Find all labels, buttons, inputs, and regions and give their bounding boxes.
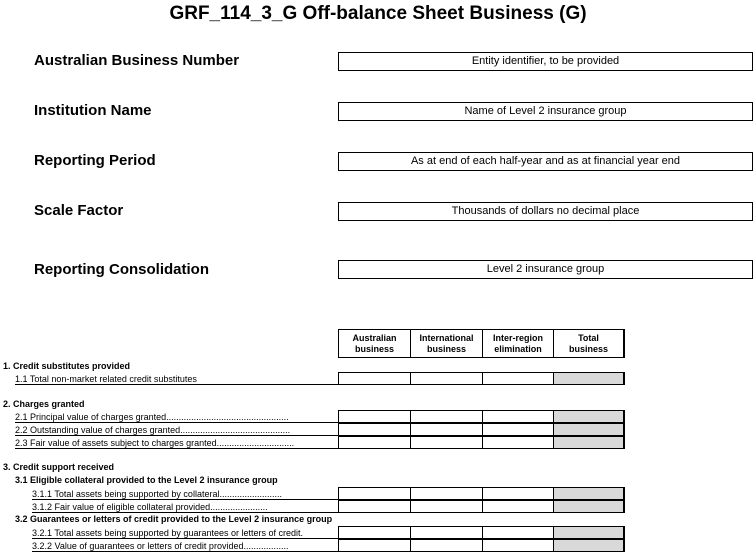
reporting-consolidation-label: Reporting Consolidation bbox=[34, 261, 209, 278]
row-1-1-label: 1.1 Total non-market related credit substitutes bbox=[15, 373, 338, 385]
cell-1-1-inter-region[interactable] bbox=[482, 372, 553, 385]
row-3-2-1-label: 3.2.1 Total assets being supported by guarantees or letters of credit. bbox=[32, 527, 338, 539]
cell-2-2-australian[interactable] bbox=[338, 423, 410, 436]
cell-3-1-2-australian[interactable] bbox=[338, 500, 410, 513]
col-header-inter-region-line2: elimination bbox=[494, 343, 542, 354]
abn-label: Australian Business Number bbox=[34, 52, 240, 69]
col-header-australian bbox=[338, 329, 410, 358]
col-header-inter-region-line1: Inter-region bbox=[492, 332, 543, 343]
row-2-2-label: 2.2 Outstanding value of charges granted............................................ bbox=[15, 424, 338, 436]
cell-2-1-inter-region[interactable] bbox=[482, 410, 553, 423]
scale-factor-field[interactable]: Thousands of dollars no decimal place bbox=[338, 202, 753, 221]
form-title: GRF_114_3_G Off-balance Sheet Business (G) bbox=[169, 3, 587, 24]
col-header-total bbox=[553, 329, 625, 358]
col-header-international-line1: International bbox=[419, 332, 474, 343]
row-3-1-2-label: 3.1.2 Fair value of eligible collateral provided....................... bbox=[32, 501, 338, 513]
cell-2-2-total bbox=[553, 423, 625, 436]
cell-2-3-international[interactable] bbox=[410, 436, 482, 449]
col-header-international bbox=[410, 329, 482, 358]
cell-3-1-1-australian[interactable] bbox=[338, 487, 410, 500]
cell-2-2-international[interactable] bbox=[410, 423, 482, 436]
cell-3-2-1-total bbox=[553, 526, 625, 539]
col-header-australian-line2: business bbox=[354, 343, 394, 354]
cell-3-2-2-inter-region[interactable] bbox=[482, 539, 553, 552]
col-header-international-line2: business bbox=[426, 343, 466, 354]
cell-3-2-2-total bbox=[553, 539, 625, 552]
cell-1-1-total bbox=[553, 372, 625, 385]
cell-2-3-inter-region[interactable] bbox=[482, 436, 553, 449]
row-2-3-label: 2.3 Fair value of assets subject to charges granted............................... bbox=[15, 437, 338, 449]
row-3-1-1-label: 3.1.1 Total assets being supported by collateral......................... bbox=[32, 488, 338, 500]
cell-2-1-australian[interactable] bbox=[338, 410, 410, 423]
cell-3-2-1-international[interactable] bbox=[410, 526, 482, 539]
institution-name-field[interactable]: Name of Level 2 insurance group bbox=[338, 102, 753, 121]
row-3-2-2-label: 3.2.2 Value of guarantees or letters of credit provided.................. bbox=[32, 540, 338, 552]
col-header-total-line2: business bbox=[568, 343, 608, 354]
cell-3-2-1-inter-region[interactable] bbox=[482, 526, 553, 539]
cell-3-2-2-international[interactable] bbox=[410, 539, 482, 552]
col-header-total-line1: Total bbox=[578, 332, 599, 343]
institution-name-label: Institution Name bbox=[34, 102, 152, 119]
cell-2-1-international[interactable] bbox=[410, 410, 482, 423]
cell-3-1-1-inter-region[interactable] bbox=[482, 487, 553, 500]
cell-3-2-2-australian[interactable] bbox=[338, 539, 410, 552]
cell-2-1-total bbox=[553, 410, 625, 423]
reporting-period-field[interactable]: As at end of each half-year and as at financial year end bbox=[338, 152, 753, 171]
col-header-inter-region bbox=[482, 329, 553, 358]
cell-1-1-australian[interactable] bbox=[338, 372, 410, 385]
cell-2-2-inter-region[interactable] bbox=[482, 423, 553, 436]
cell-3-1-1-international[interactable] bbox=[410, 487, 482, 500]
cell-3-2-1-australian[interactable] bbox=[338, 526, 410, 539]
cell-3-1-2-total bbox=[553, 500, 625, 513]
section-1-heading: 1. Credit substitutes provided bbox=[3, 361, 131, 371]
cell-1-1-international[interactable] bbox=[410, 372, 482, 385]
cell-2-3-australian[interactable] bbox=[338, 436, 410, 449]
subsection-3-2-heading: 3.2 Guarantees or letters of credit provided to the Level 2 insurance group bbox=[15, 514, 333, 524]
reporting-period-label: Reporting Period bbox=[34, 152, 156, 169]
scale-factor-label: Scale Factor bbox=[34, 202, 124, 219]
col-header-australian-line1: Australian bbox=[352, 332, 397, 343]
cell-3-1-2-international[interactable] bbox=[410, 500, 482, 513]
reporting-consolidation-field[interactable]: Level 2 insurance group bbox=[338, 260, 753, 279]
abn-field[interactable]: Entity identifier, to be provided bbox=[338, 52, 753, 71]
cell-3-1-1-total bbox=[553, 487, 625, 500]
row-2-1-label: 2.1 Principal value of charges granted................................................. bbox=[15, 411, 338, 423]
cell-3-1-2-inter-region[interactable] bbox=[482, 500, 553, 513]
section-3-heading: 3. Credit support received bbox=[3, 462, 115, 472]
cell-2-3-total bbox=[553, 436, 625, 449]
section-2-heading: 2. Charges granted bbox=[3, 399, 85, 409]
subsection-3-1-heading: 3.1 Eligible collateral provided to the Level 2 insurance group bbox=[15, 475, 278, 485]
